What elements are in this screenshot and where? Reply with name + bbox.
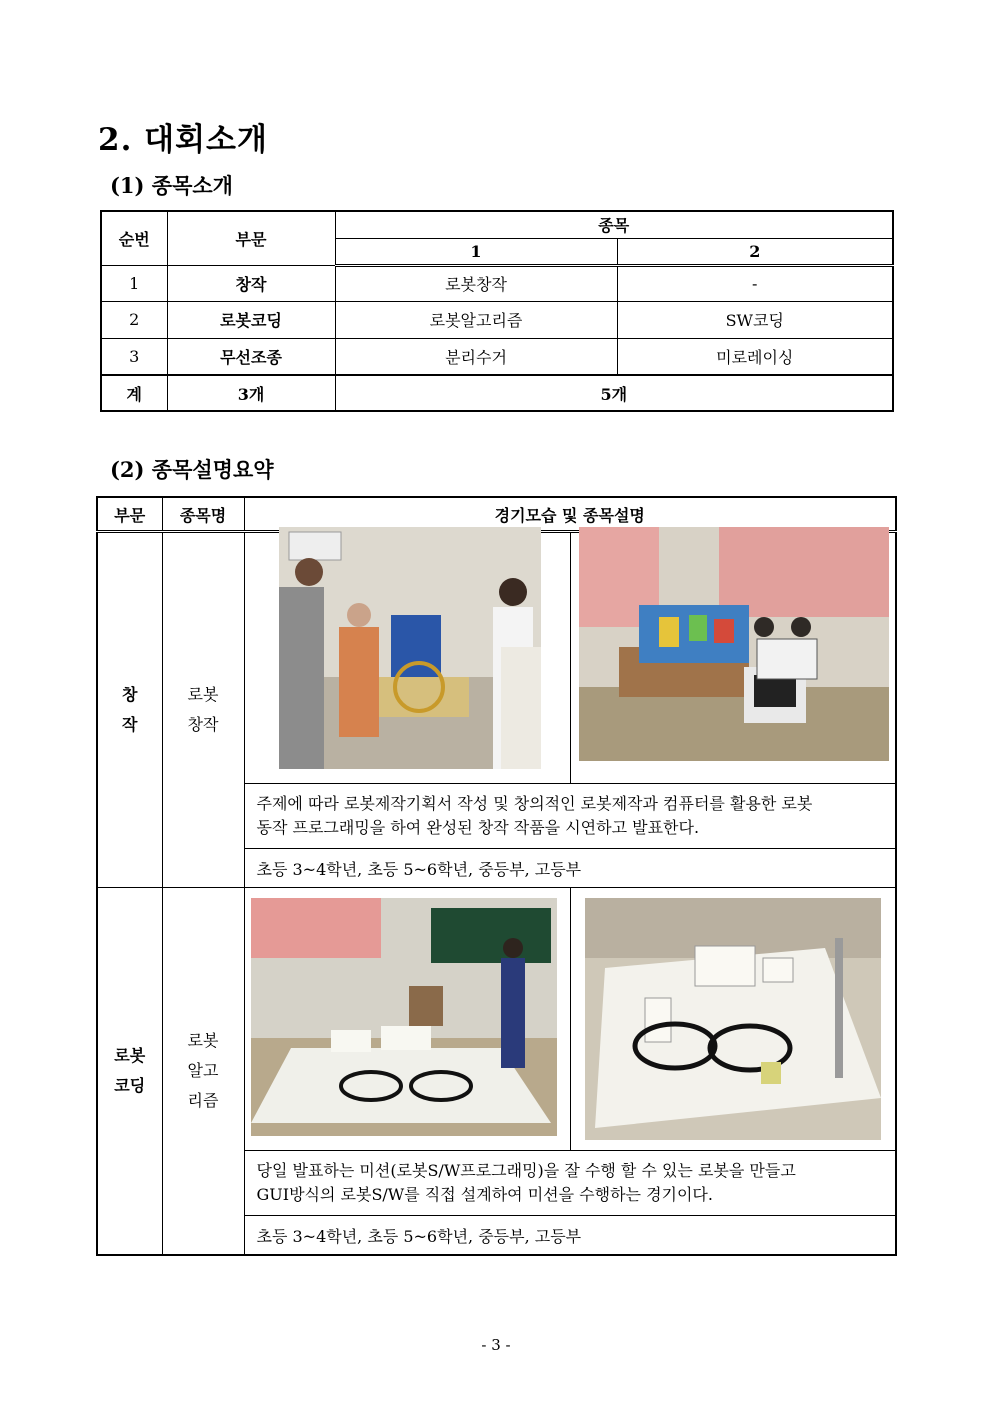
total-division: 3개 [167,375,335,411]
event-robot-creation [162,532,244,888]
event-description [244,1151,896,1216]
row-event-1: 분리수거 [335,338,617,375]
header-no: 순번 [101,211,167,265]
total-label: 계 [101,375,167,411]
header-division: 부문 [97,497,162,532]
description-line: GUI방식의 로봇S/W를 직접 설계하여 미션을 수행하는 경기이다. [256,1185,713,1204]
header-event: 종목 [335,211,893,238]
row-event-1: 로봇창작 [335,265,617,301]
description-line: 동작 프로그래밍을 하여 완성된 창작 작품을 시연하고 발표한다. [256,818,700,837]
eligible-levels: 초등 3~4학년, 초등 5~6학년, 중등부, 고등부 [244,849,896,888]
division-line: 로봇 [114,1046,146,1065]
row-event-2: - [617,265,893,301]
subsection-title-event-intro: (1) 종목소개 [110,173,233,198]
division-robot-coding [97,888,162,1256]
subsection-title-event-summary: (2) 종목설명요약 [110,457,274,482]
event-line: 창작 [187,715,219,734]
header-event-2: 2 [617,238,893,265]
table-row [101,301,893,338]
photo-cell [244,888,896,1151]
event-robot-algorithm [162,888,244,1256]
event-description [244,784,896,849]
event-summary-table [96,496,897,1256]
competition-photo [251,898,557,1136]
header-event-name: 종목명 [162,497,244,532]
row-event-2: SW코딩 [617,301,893,338]
event-line: 로봇 [187,685,219,704]
division-creation [97,532,162,888]
row-no: 2 [101,301,167,338]
total-events: 5개 [335,375,893,411]
row-event-1: 로봇알고리즘 [335,301,617,338]
competition-photo [279,527,541,769]
event-line: 알고 [187,1061,219,1080]
event-intro-table [100,210,894,412]
division-line: 작 [122,715,138,734]
row-no: 1 [101,265,167,301]
competition-photo [579,527,889,761]
photo-cell [244,532,896,784]
page-number: - 3 - [481,1336,511,1354]
division-line: 창 [122,685,138,704]
table-total-row [101,375,893,411]
competition-photo [585,898,881,1140]
table-row [101,265,893,301]
table-row [101,338,893,375]
row-division: 무선조종 [167,338,335,375]
header-description: 경기모습 및 종목설명 [244,497,896,532]
header-event-1: 1 [335,238,617,265]
header-division: 부문 [167,211,335,265]
description-line: 당일 발표하는 미션(로봇S/W프로그래밍)을 잘 수행 할 수 있는 로봇을 만들고 [256,1161,796,1180]
row-division: 로봇코딩 [167,301,335,338]
row-no: 3 [101,338,167,375]
event-line: 로봇 [187,1031,219,1050]
row-event-2: 미로레이싱 [617,338,893,375]
event-line: 리즘 [187,1091,219,1110]
section-title: 2. 대회소개 [98,122,268,158]
description-line: 주제에 따라 로봇제작기획서 작성 및 창의적인 로봇제작과 컴퓨터를 활용한 로봇 [256,794,813,813]
row-division: 창작 [167,265,335,301]
division-line: 코딩 [114,1076,146,1095]
eligible-levels: 초등 3~4학년, 초등 5~6학년, 중등부, 고등부 [244,1216,896,1256]
